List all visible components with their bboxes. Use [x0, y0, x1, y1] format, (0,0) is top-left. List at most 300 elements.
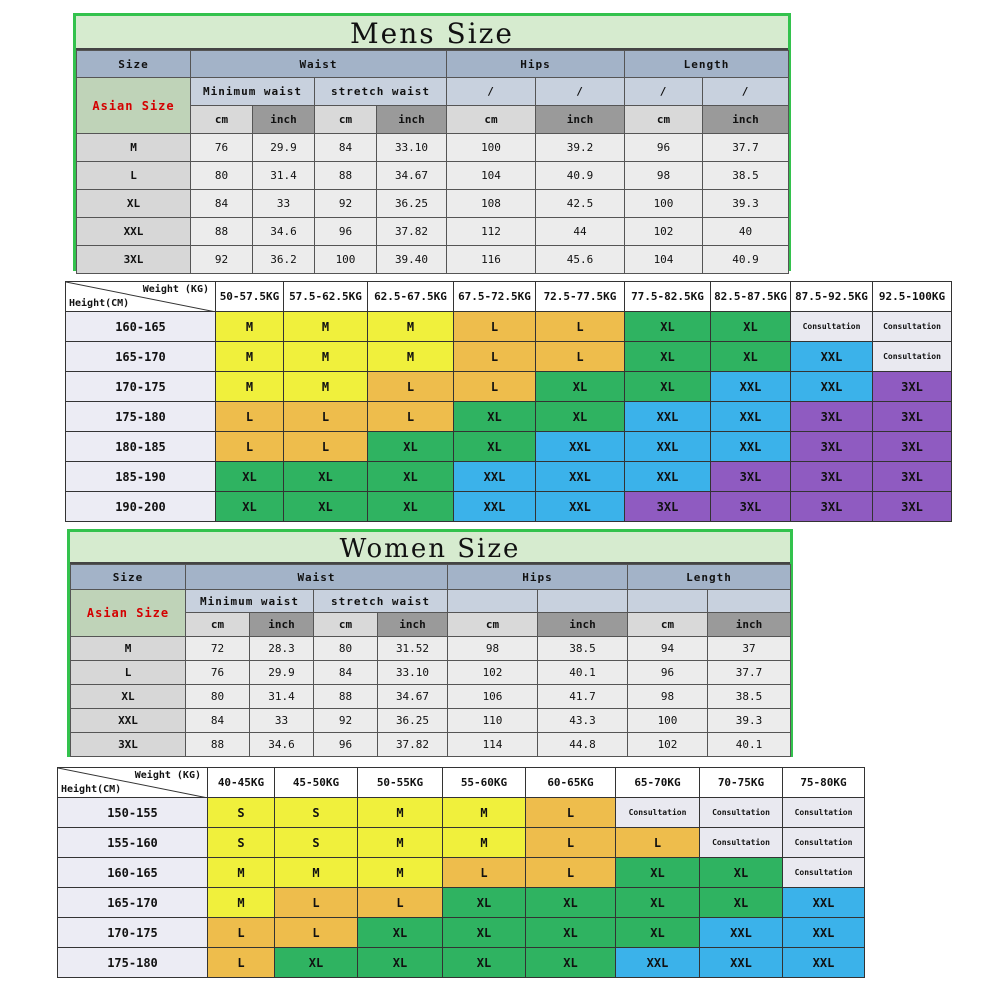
chart-row	[66, 312, 952, 342]
size-label-cell: 3XL	[71, 733, 186, 757]
unit-cm: cm	[448, 613, 538, 637]
weight-column-header: 70-75KG	[700, 768, 783, 798]
size-cell: L	[454, 312, 536, 342]
size-cell: M	[284, 372, 368, 402]
size-cell: XL	[454, 402, 536, 432]
size-cell: L	[275, 918, 358, 948]
size-cell: XL	[443, 948, 526, 978]
measure-cell: 39.2	[536, 134, 625, 162]
measure-cell: 88	[315, 162, 377, 190]
measure-cell: 102	[628, 733, 708, 757]
stretch-waist-header: stretch waist	[314, 590, 448, 613]
waist-header: Waist	[186, 565, 448, 590]
weight-column-header: 55-60KG	[443, 768, 526, 798]
height-range-cell: 190-200	[66, 492, 216, 522]
consultation-cell: Consultation	[783, 798, 865, 828]
unit-inch: inch	[250, 613, 314, 637]
measure-cell: 34.67	[377, 162, 447, 190]
unit-cm: cm	[315, 106, 377, 134]
measure-cell: 34.67	[378, 685, 448, 709]
asian-size-label: Asian Size	[77, 78, 191, 134]
measure-cell: 80	[186, 685, 250, 709]
height-range-cell: 170-175	[58, 918, 208, 948]
chart-row	[66, 402, 952, 432]
measure-cell: 41.7	[538, 685, 628, 709]
size-cell: XXL	[783, 948, 865, 978]
weight-column-header: 92.5-100KG	[873, 282, 952, 312]
stretch-waist-header: stretch waist	[315, 78, 447, 106]
size-cell: M	[284, 342, 368, 372]
size-cell: M	[216, 312, 284, 342]
weight-column-header: 72.5-77.5KG	[536, 282, 625, 312]
weight-column-header: 77.5-82.5KG	[625, 282, 711, 312]
size-cell: 3XL	[873, 462, 952, 492]
measure-cell: 37.82	[378, 733, 448, 757]
hips-sub-header: /	[536, 78, 625, 106]
womens-measure-grid	[70, 564, 791, 757]
measure-cell: 29.9	[253, 134, 315, 162]
measure-cell: 33.10	[378, 661, 448, 685]
unit-cm: cm	[191, 106, 253, 134]
mens-size-chart-grid	[65, 281, 952, 522]
size-cell: L	[208, 918, 275, 948]
weight-column-header: 50-55KG	[358, 768, 443, 798]
measure-cell: 84	[314, 661, 378, 685]
size-cell: XXL	[783, 918, 865, 948]
measure-cell: 100	[628, 709, 708, 733]
measure-cell: 39.40	[377, 246, 447, 274]
measure-cell: 84	[315, 134, 377, 162]
size-cell: 3XL	[711, 492, 791, 522]
size-cell: L	[208, 948, 275, 978]
size-cell: XXL	[454, 462, 536, 492]
size-cell: L	[358, 888, 443, 918]
size-cell: S	[275, 798, 358, 828]
weight-axis-label: Weight (KG)	[142, 284, 209, 295]
size-label-cell: L	[77, 162, 191, 190]
measure-cell: 88	[314, 685, 378, 709]
size-cell: L	[216, 402, 284, 432]
length-sub-header	[628, 590, 708, 613]
size-cell: XXL	[625, 432, 711, 462]
size-cell: XL	[526, 888, 616, 918]
size-cell: M	[208, 858, 275, 888]
size-cell: XXL	[625, 462, 711, 492]
chart-corner	[66, 282, 216, 312]
size-cell: 3XL	[873, 402, 952, 432]
weight-column-header: 67.5-72.5KG	[454, 282, 536, 312]
measure-cell: 31.4	[253, 162, 315, 190]
measure-cell: 92	[315, 190, 377, 218]
size-cell: XL	[284, 492, 368, 522]
measure-cell: 37.82	[377, 218, 447, 246]
mens-size-title: Mens Size	[76, 16, 788, 50]
size-label-cell: M	[77, 134, 191, 162]
length-header: Length	[628, 565, 791, 590]
length-sub-header	[708, 590, 791, 613]
size-cell: 3XL	[791, 432, 873, 462]
size-cell: XL	[368, 462, 454, 492]
size-cell: L	[454, 342, 536, 372]
womens-measure-rows	[71, 637, 791, 757]
measure-cell: 84	[191, 190, 253, 218]
womens-size-chart-grid	[57, 767, 865, 978]
measure-cell: 76	[186, 661, 250, 685]
height-range-cell: 165-170	[58, 888, 208, 918]
measure-cell: 106	[448, 685, 538, 709]
size-cell: XL	[443, 888, 526, 918]
weight-column-header: 57.5-62.5KG	[284, 282, 368, 312]
table-row	[71, 733, 791, 757]
measure-cell: 37.7	[708, 661, 791, 685]
consultation-cell: Consultation	[700, 798, 783, 828]
size-cell: M	[208, 888, 275, 918]
unit-inch: inch	[538, 613, 628, 637]
size-cell: XXL	[700, 948, 783, 978]
height-range-cell: 155-160	[58, 828, 208, 858]
weight-column-header: 62.5-67.5KG	[368, 282, 454, 312]
size-header: Size	[71, 565, 186, 590]
size-cell: L	[526, 828, 616, 858]
chart-row	[58, 858, 865, 888]
size-cell: L	[216, 432, 284, 462]
measure-cell: 80	[314, 637, 378, 661]
measure-cell: 108	[447, 190, 536, 218]
measure-cell: 38.5	[538, 637, 628, 661]
table-row	[77, 134, 789, 162]
measure-cell: 96	[315, 218, 377, 246]
size-cell: XXL	[700, 918, 783, 948]
hips-header: Hips	[447, 51, 625, 78]
measure-cell: 76	[191, 134, 253, 162]
weight-column-header: 60-65KG	[526, 768, 616, 798]
measure-cell: 114	[448, 733, 538, 757]
size-cell: XL	[625, 372, 711, 402]
measure-cell: 31.52	[378, 637, 448, 661]
size-cell: XL	[216, 462, 284, 492]
measure-cell: 36.25	[378, 709, 448, 733]
measure-cell: 102	[625, 218, 703, 246]
chart-row	[66, 342, 952, 372]
measure-cell: 104	[625, 246, 703, 274]
womens-size-table	[67, 529, 793, 757]
measure-cell: 94	[628, 637, 708, 661]
size-label-cell: M	[71, 637, 186, 661]
length-sub-header: /	[703, 78, 789, 106]
measure-cell: 44.8	[538, 733, 628, 757]
chart-row	[58, 948, 865, 978]
size-cell: S	[208, 798, 275, 828]
asian-size-label: Asian Size	[71, 590, 186, 637]
size-cell: XL	[700, 888, 783, 918]
unit-cm: cm	[628, 613, 708, 637]
size-cell: M	[368, 342, 454, 372]
size-cell: L	[284, 432, 368, 462]
measure-cell: 96	[625, 134, 703, 162]
size-cell: XL	[625, 312, 711, 342]
minimum-waist-header: Minimum waist	[191, 78, 315, 106]
hips-sub-header	[538, 590, 628, 613]
height-axis-label: Height(CM)	[69, 298, 130, 309]
size-cell: S	[275, 828, 358, 858]
consultation-cell: Consultation	[873, 342, 952, 372]
size-cell: XXL	[711, 402, 791, 432]
size-cell: XXL	[783, 888, 865, 918]
mens-measure-rows	[77, 134, 789, 274]
chart-row	[66, 432, 952, 462]
height-range-cell: 180-185	[66, 432, 216, 462]
size-cell: L	[284, 402, 368, 432]
consultation-cell: Consultation	[616, 798, 700, 828]
size-cell: XL	[454, 432, 536, 462]
consultation-cell: Consultation	[783, 858, 865, 888]
chart-row	[58, 888, 865, 918]
unit-inch: inch	[536, 106, 625, 134]
height-range-cell: 150-155	[58, 798, 208, 828]
size-cell: XL	[216, 492, 284, 522]
size-cell: L	[536, 312, 625, 342]
size-cell: XXL	[536, 462, 625, 492]
height-range-cell: 160-165	[66, 312, 216, 342]
table-row	[71, 661, 791, 685]
size-cell: S	[208, 828, 275, 858]
measure-cell: 31.4	[250, 685, 314, 709]
weight-axis-label: Weight (KG)	[134, 770, 201, 781]
measure-cell: 45.6	[536, 246, 625, 274]
size-label-cell: XXL	[77, 218, 191, 246]
unit-cm: cm	[447, 106, 536, 134]
unit-inch: inch	[703, 106, 789, 134]
size-cell: M	[443, 828, 526, 858]
measure-cell: 40.9	[536, 162, 625, 190]
size-cell: XL	[443, 918, 526, 948]
waist-header: Waist	[191, 51, 447, 78]
size-cell: XL	[526, 948, 616, 978]
measure-cell: 92	[191, 246, 253, 274]
table-row	[77, 218, 789, 246]
measure-cell: 116	[447, 246, 536, 274]
size-label-cell: XL	[77, 190, 191, 218]
measure-cell: 100	[625, 190, 703, 218]
size-cell: L	[368, 372, 454, 402]
size-cell: M	[216, 342, 284, 372]
chart-row	[58, 918, 865, 948]
womens-size-chart	[57, 767, 864, 978]
size-cell: L	[443, 858, 526, 888]
size-label-cell: L	[71, 661, 186, 685]
measure-cell: 92	[314, 709, 378, 733]
measure-cell: 40.1	[708, 733, 791, 757]
size-cell: XL	[536, 402, 625, 432]
size-cell: 3XL	[791, 462, 873, 492]
size-cell: XXL	[536, 492, 625, 522]
measure-cell: 37.7	[703, 134, 789, 162]
size-label-cell: 3XL	[77, 246, 191, 274]
height-range-cell: 165-170	[66, 342, 216, 372]
chart-corner	[58, 768, 208, 798]
height-axis-label: Height(CM)	[61, 784, 122, 795]
size-cell: XL	[275, 948, 358, 978]
womens-chart-rows	[58, 798, 865, 978]
size-cell: XL	[616, 918, 700, 948]
size-cell: 3XL	[791, 402, 873, 432]
size-cell: XXL	[625, 402, 711, 432]
height-range-cell: 175-180	[66, 402, 216, 432]
measure-cell: 34.6	[250, 733, 314, 757]
size-cell: XXL	[616, 948, 700, 978]
hips-sub-header: /	[447, 78, 536, 106]
chart-row	[66, 462, 952, 492]
size-cell: XXL	[711, 372, 791, 402]
measure-cell: 96	[314, 733, 378, 757]
size-cell: M	[216, 372, 284, 402]
size-cell: XXL	[711, 432, 791, 462]
size-cell: XL	[284, 462, 368, 492]
measure-cell: 44	[536, 218, 625, 246]
height-range-cell: 185-190	[66, 462, 216, 492]
chart-row	[58, 828, 865, 858]
measure-cell: 37	[708, 637, 791, 661]
unit-cm: cm	[314, 613, 378, 637]
size-cell: XL	[526, 918, 616, 948]
measure-cell: 40	[703, 218, 789, 246]
size-cell: XL	[616, 888, 700, 918]
size-cell: M	[358, 828, 443, 858]
size-cell: L	[368, 402, 454, 432]
measure-cell: 38.5	[708, 685, 791, 709]
table-row	[71, 709, 791, 733]
table-row	[71, 685, 791, 709]
size-cell: M	[284, 312, 368, 342]
measure-cell: 28.3	[250, 637, 314, 661]
hips-header: Hips	[448, 565, 628, 590]
size-cell: L	[526, 858, 616, 888]
size-cell: 3XL	[873, 492, 952, 522]
size-cell: M	[368, 312, 454, 342]
measure-cell: 98	[628, 685, 708, 709]
size-cell: XXL	[536, 432, 625, 462]
size-header: Size	[77, 51, 191, 78]
size-cell: 3XL	[625, 492, 711, 522]
unit-inch: inch	[708, 613, 791, 637]
mens-chart-rows	[66, 312, 952, 522]
measure-cell: 84	[186, 709, 250, 733]
measure-cell: 40.1	[538, 661, 628, 685]
table-row	[77, 246, 789, 274]
measure-cell: 96	[628, 661, 708, 685]
weight-column-header: 45-50KG	[275, 768, 358, 798]
measure-cell: 39.3	[703, 190, 789, 218]
consultation-cell: Consultation	[783, 828, 865, 858]
measure-cell: 33	[250, 709, 314, 733]
measure-cell: 100	[447, 134, 536, 162]
measure-cell: 88	[186, 733, 250, 757]
size-cell: XL	[625, 342, 711, 372]
measure-cell: 40.9	[703, 246, 789, 274]
weight-column-header: 40-45KG	[208, 768, 275, 798]
chart-row	[66, 492, 952, 522]
size-cell: XXL	[791, 342, 873, 372]
measure-cell: 104	[447, 162, 536, 190]
size-cell: M	[443, 798, 526, 828]
measure-cell: 72	[186, 637, 250, 661]
length-sub-header: /	[625, 78, 703, 106]
measure-cell: 80	[191, 162, 253, 190]
weight-column-header: 82.5-87.5KG	[711, 282, 791, 312]
unit-cm: cm	[186, 613, 250, 637]
length-header: Length	[625, 51, 789, 78]
chart-row	[58, 798, 865, 828]
size-cell: XXL	[791, 372, 873, 402]
mens-size-chart	[65, 281, 951, 522]
size-cell: L	[275, 888, 358, 918]
table-row	[77, 162, 789, 190]
weight-column-header: 87.5-92.5KG	[791, 282, 873, 312]
size-cell: XL	[368, 492, 454, 522]
consultation-cell: Consultation	[700, 828, 783, 858]
size-cell: XL	[358, 918, 443, 948]
measure-cell: 36.25	[377, 190, 447, 218]
unit-inch: inch	[253, 106, 315, 134]
consultation-cell: Consultation	[791, 312, 873, 342]
size-cell: XL	[711, 342, 791, 372]
womens-size-title: Women Size	[70, 532, 790, 564]
unit-inch: inch	[377, 106, 447, 134]
measure-cell: 110	[448, 709, 538, 733]
size-cell: XXL	[454, 492, 536, 522]
measure-cell: 102	[448, 661, 538, 685]
size-cell: M	[358, 858, 443, 888]
size-cell: L	[526, 798, 616, 828]
size-cell: L	[616, 828, 700, 858]
size-cell: 3XL	[873, 432, 952, 462]
size-cell: L	[454, 372, 536, 402]
measure-cell: 34.6	[253, 218, 315, 246]
consultation-cell: Consultation	[873, 312, 952, 342]
size-cell: 3XL	[791, 492, 873, 522]
unit-inch: inch	[378, 613, 448, 637]
table-row	[77, 190, 789, 218]
size-cell: XL	[536, 372, 625, 402]
measure-cell: 112	[447, 218, 536, 246]
measure-cell: 29.9	[250, 661, 314, 685]
size-cell: L	[536, 342, 625, 372]
minimum-waist-header: Minimum waist	[186, 590, 314, 613]
measure-cell: 33.10	[377, 134, 447, 162]
weight-column-header: 65-70KG	[616, 768, 700, 798]
measure-cell: 98	[625, 162, 703, 190]
measure-cell: 39.3	[708, 709, 791, 733]
measure-cell: 38.5	[703, 162, 789, 190]
measure-cell: 36.2	[253, 246, 315, 274]
measure-cell: 98	[448, 637, 538, 661]
chart-row	[66, 372, 952, 402]
unit-cm: cm	[625, 106, 703, 134]
size-cell: M	[358, 798, 443, 828]
mens-size-table	[73, 13, 791, 271]
size-cell: 3XL	[873, 372, 952, 402]
height-range-cell: 170-175	[66, 372, 216, 402]
measure-cell: 43.3	[538, 709, 628, 733]
measure-cell: 42.5	[536, 190, 625, 218]
size-cell: 3XL	[711, 462, 791, 492]
hips-sub-header	[448, 590, 538, 613]
height-range-cell: 175-180	[58, 948, 208, 978]
size-cell: M	[275, 858, 358, 888]
table-row	[71, 637, 791, 661]
size-cell: XL	[700, 858, 783, 888]
weight-column-header: 50-57.5KG	[216, 282, 284, 312]
